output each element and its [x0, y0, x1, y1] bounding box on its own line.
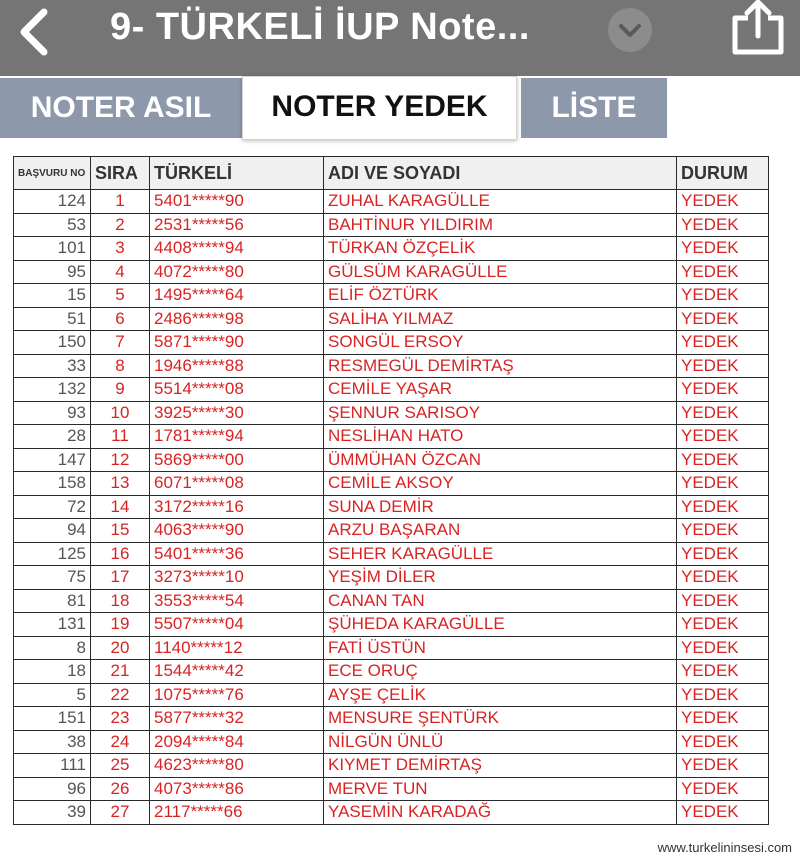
cell-name: SALİHA YILMAZ	[324, 307, 677, 331]
cell-basvuru-no: 51	[14, 307, 91, 331]
table-row	[14, 777, 769, 801]
cell-basvuru-no: 33	[14, 354, 91, 378]
cell-tc-no: 5877*****32	[150, 707, 324, 731]
tab-liste[interactable]: LİSTE	[521, 78, 667, 138]
column-header-adi-soyadi: ADI VE SOYADI	[324, 157, 677, 190]
cell-name: GÜLSÜM KARAGÜLLE	[324, 260, 677, 284]
cell-name: NİLGÜN ÜNLÜ	[324, 730, 677, 754]
cell-sira: 7	[91, 331, 150, 355]
cell-sira: 16	[91, 542, 150, 566]
table-row	[14, 589, 769, 613]
cell-name: ECE ORUÇ	[324, 660, 677, 684]
cell-name: SUNA DEMİR	[324, 495, 677, 519]
cell-tc-no: 1544*****42	[150, 660, 324, 684]
cell-name: CANAN TAN	[324, 589, 677, 613]
table-row	[14, 284, 769, 308]
cell-name: ARZU BAŞARAN	[324, 519, 677, 543]
cell-basvuru-no: 111	[14, 754, 91, 778]
cell-durum: YEDEK	[677, 448, 769, 472]
cell-sira: 12	[91, 448, 150, 472]
cell-name: KIYMET DEMİRTAŞ	[324, 754, 677, 778]
cell-name: BAHTİNUR YILDIRIM	[324, 213, 677, 237]
cell-basvuru-no: 93	[14, 401, 91, 425]
cell-sira: 2	[91, 213, 150, 237]
tab-noter-yedek[interactable]: NOTER YEDEK	[242, 76, 517, 140]
cell-sira: 20	[91, 636, 150, 660]
table-row	[14, 260, 769, 284]
sheet-tab-bar	[0, 76, 800, 152]
cell-name: CEMİLE AKSOY	[324, 472, 677, 496]
cell-basvuru-no: 147	[14, 448, 91, 472]
cell-tc-no: 1781*****94	[150, 425, 324, 449]
cell-sira: 25	[91, 754, 150, 778]
cell-sira: 22	[91, 683, 150, 707]
cell-tc-no: 3172*****16	[150, 495, 324, 519]
cell-durum: YEDEK	[677, 754, 769, 778]
table-row	[14, 425, 769, 449]
cell-durum: YEDEK	[677, 472, 769, 496]
cell-tc-no: 4063*****90	[150, 519, 324, 543]
cell-name: ZUHAL KARAGÜLLE	[324, 190, 677, 214]
table-row	[14, 801, 769, 825]
cell-name: NESLİHAN HATO	[324, 425, 677, 449]
chevron-down-icon	[608, 8, 652, 52]
cell-tc-no: 3925*****30	[150, 401, 324, 425]
cell-sira: 23	[91, 707, 150, 731]
cell-basvuru-no: 81	[14, 589, 91, 613]
table-row	[14, 542, 769, 566]
column-header-sira: SIRA	[91, 157, 150, 190]
site-watermark: www.turkelininsesi.com	[657, 840, 792, 855]
cell-basvuru-no: 151	[14, 707, 91, 731]
cell-name: SEHER KARAGÜLLE	[324, 542, 677, 566]
cell-basvuru-no: 28	[14, 425, 91, 449]
cell-basvuru-no: 101	[14, 237, 91, 261]
cell-tc-no: 3273*****10	[150, 566, 324, 590]
cell-name: TÜRKAN ÖZÇELİK	[324, 237, 677, 261]
cell-tc-no: 2531*****56	[150, 213, 324, 237]
cell-sira: 13	[91, 472, 150, 496]
cell-tc-no: 4623*****80	[150, 754, 324, 778]
table-row	[14, 730, 769, 754]
cell-basvuru-no: 94	[14, 519, 91, 543]
cell-tc-no: 2094*****84	[150, 730, 324, 754]
cell-durum: YEDEK	[677, 495, 769, 519]
table-row	[14, 683, 769, 707]
cell-name: ŞENNUR SARISOY	[324, 401, 677, 425]
cell-tc-no: 1075*****76	[150, 683, 324, 707]
cell-tc-no: 4072*****80	[150, 260, 324, 284]
cell-name: MENSURE ŞENTÜRK	[324, 707, 677, 731]
table-row	[14, 378, 769, 402]
cell-durum: YEDEK	[677, 425, 769, 449]
cell-durum: YEDEK	[677, 566, 769, 590]
table-row	[14, 636, 769, 660]
table-row	[14, 237, 769, 261]
cell-durum: YEDEK	[677, 683, 769, 707]
table-row	[14, 472, 769, 496]
table-row	[14, 190, 769, 214]
cell-durum: YEDEK	[677, 636, 769, 660]
cell-tc-no: 4408*****94	[150, 237, 324, 261]
cell-tc-no: 5401*****90	[150, 190, 324, 214]
cell-tc-no: 2117*****66	[150, 801, 324, 825]
cell-sira: 19	[91, 613, 150, 637]
cell-durum: YEDEK	[677, 707, 769, 731]
cell-basvuru-no: 158	[14, 472, 91, 496]
cell-sira: 24	[91, 730, 150, 754]
cell-name: CEMİLE YAŞAR	[324, 378, 677, 402]
cell-durum: YEDEK	[677, 589, 769, 613]
cell-durum: YEDEK	[677, 260, 769, 284]
cell-durum: YEDEK	[677, 354, 769, 378]
cell-tc-no: 6071*****08	[150, 472, 324, 496]
cell-durum: YEDEK	[677, 331, 769, 355]
cell-tc-no: 5869*****00	[150, 448, 324, 472]
cell-durum: YEDEK	[677, 613, 769, 637]
cell-sira: 8	[91, 354, 150, 378]
table-row	[14, 495, 769, 519]
cell-sira: 4	[91, 260, 150, 284]
cell-tc-no: 5507*****04	[150, 613, 324, 637]
cell-sira: 27	[91, 801, 150, 825]
cell-sira: 15	[91, 519, 150, 543]
table-row	[14, 354, 769, 378]
cell-tc-no: 3553*****54	[150, 589, 324, 613]
cell-basvuru-no: 124	[14, 190, 91, 214]
table-row	[14, 519, 769, 543]
cell-basvuru-no: 75	[14, 566, 91, 590]
cell-basvuru-no: 18	[14, 660, 91, 684]
cell-tc-no: 4073*****86	[150, 777, 324, 801]
cell-basvuru-no: 125	[14, 542, 91, 566]
table-row	[14, 613, 769, 637]
cell-sira: 3	[91, 237, 150, 261]
table-row	[14, 331, 769, 355]
cell-durum: YEDEK	[677, 519, 769, 543]
column-header-turkeli: TÜRKELİ	[150, 157, 324, 190]
cell-tc-no: 1140*****12	[150, 636, 324, 660]
cell-basvuru-no: 39	[14, 801, 91, 825]
cell-basvuru-no: 53	[14, 213, 91, 237]
table-row	[14, 401, 769, 425]
cell-basvuru-no: 95	[14, 260, 91, 284]
cell-sira: 9	[91, 378, 150, 402]
cell-durum: YEDEK	[677, 401, 769, 425]
cell-basvuru-no: 8	[14, 636, 91, 660]
cell-basvuru-no: 15	[14, 284, 91, 308]
cell-name: ŞÜHEDA KARAGÜLLE	[324, 613, 677, 637]
cell-durum: YEDEK	[677, 660, 769, 684]
table-row	[14, 307, 769, 331]
document-title: 9- TÜRKELİ İUP Note...	[110, 6, 530, 48]
share-icon	[728, 0, 788, 58]
table-header-row	[14, 157, 769, 190]
cell-name: ÜMMÜHAN ÖZCAN	[324, 448, 677, 472]
cell-sira: 10	[91, 401, 150, 425]
cell-durum: YEDEK	[677, 730, 769, 754]
table-row	[14, 707, 769, 731]
cell-name: FATİ ÜSTÜN	[324, 636, 677, 660]
cell-basvuru-no: 38	[14, 730, 91, 754]
cell-durum: YEDEK	[677, 542, 769, 566]
cell-basvuru-no: 72	[14, 495, 91, 519]
cell-basvuru-no: 132	[14, 378, 91, 402]
cell-basvuru-no: 131	[14, 613, 91, 637]
cell-durum: YEDEK	[677, 777, 769, 801]
cell-basvuru-no: 96	[14, 777, 91, 801]
cell-tc-no: 1946*****88	[150, 354, 324, 378]
tab-noter-asil[interactable]: NOTER ASIL	[0, 78, 242, 138]
cell-durum: YEDEK	[677, 190, 769, 214]
share-button[interactable]	[728, 0, 788, 58]
cell-durum: YEDEK	[677, 378, 769, 402]
cell-tc-no: 5514*****08	[150, 378, 324, 402]
cell-sira: 5	[91, 284, 150, 308]
table-row	[14, 566, 769, 590]
cell-durum: YEDEK	[677, 213, 769, 237]
candidate-table	[13, 156, 769, 825]
table-row	[14, 448, 769, 472]
cell-sira: 17	[91, 566, 150, 590]
cell-name: YEŞİM DİLER	[324, 566, 677, 590]
cell-durum: YEDEK	[677, 237, 769, 261]
table-row	[14, 754, 769, 778]
cell-tc-no: 5871*****90	[150, 331, 324, 355]
cell-sira: 14	[91, 495, 150, 519]
chevron-left-icon	[14, 6, 58, 58]
cell-name: SONGÜL ERSOY	[324, 331, 677, 355]
cell-name: AYŞE ÇELİK	[324, 683, 677, 707]
column-header-basvuru-no: BAŞVURU NO	[14, 157, 91, 190]
cell-sira: 1	[91, 190, 150, 214]
table-row	[14, 213, 769, 237]
title-dropdown-button[interactable]	[608, 8, 652, 52]
cell-durum: YEDEK	[677, 284, 769, 308]
cell-sira: 18	[91, 589, 150, 613]
cell-durum: YEDEK	[677, 801, 769, 825]
column-header-durum: DURUM	[677, 157, 769, 190]
cell-tc-no: 5401*****36	[150, 542, 324, 566]
cell-basvuru-no: 5	[14, 683, 91, 707]
cell-basvuru-no: 150	[14, 331, 91, 355]
cell-name: MERVE TUN	[324, 777, 677, 801]
table-row	[14, 660, 769, 684]
cell-sira: 6	[91, 307, 150, 331]
cell-sira: 11	[91, 425, 150, 449]
back-button[interactable]	[14, 6, 58, 58]
cell-sira: 21	[91, 660, 150, 684]
cell-name: ELİF ÖZTÜRK	[324, 284, 677, 308]
cell-tc-no: 1495*****64	[150, 284, 324, 308]
cell-tc-no: 2486*****98	[150, 307, 324, 331]
top-navigation-bar	[0, 0, 800, 76]
cell-durum: YEDEK	[677, 307, 769, 331]
cell-sira: 26	[91, 777, 150, 801]
cell-name: RESMEGÜL DEMİRTAŞ	[324, 354, 677, 378]
cell-name: YASEMİN KARADAĞ	[324, 801, 677, 825]
